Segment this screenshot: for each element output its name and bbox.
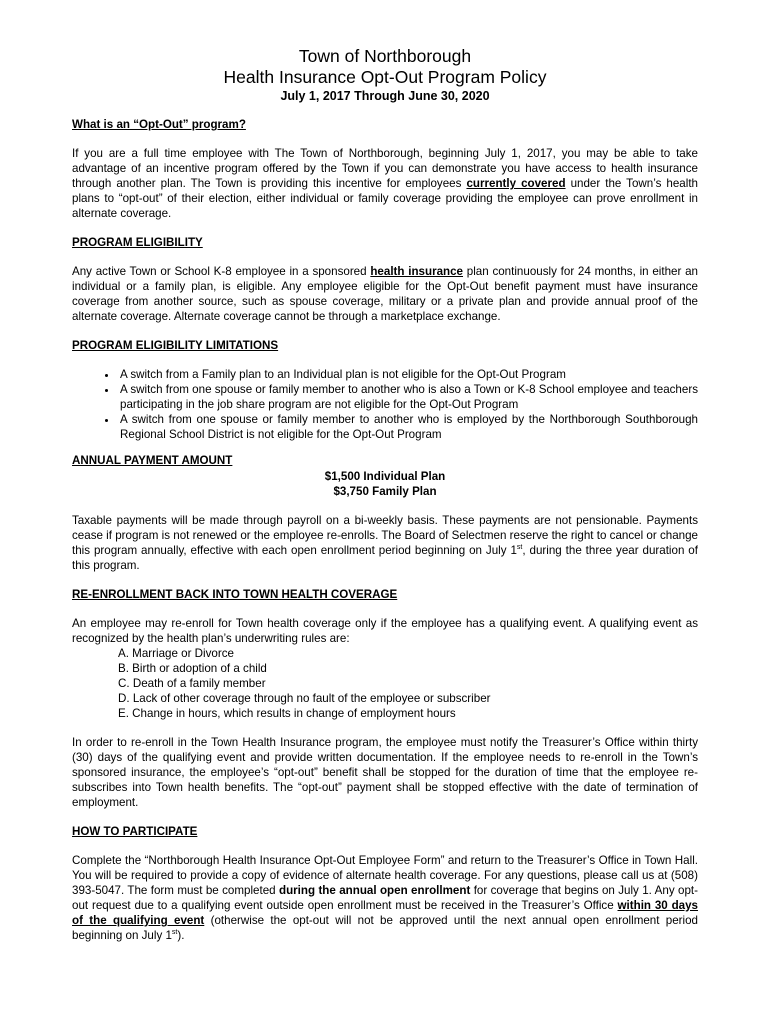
participate-paragraph: Complete the “Northborough Health Insurance Opt-Out Employee Form” and return to the Treasurer’s Office in Town Hall. You will be required to provide a copy of evidence of alternate health coverage. For any questions, please call us at (508) 393-5047. The form must be completed during the annual open enrollment for coverage that begins on July 1. Any opt-out request due to a qualifying event outside open enrollment must be received in the Treasurer’s Office within 30 days of the qualifying event (otherwise the opt-out will not be approved until the next annual open enrollment period beginning on July 1st). <box>72 854 699 942</box>
payment-paragraph: Taxable payments will be made through payroll on a bi-weekly basis. These payments are not pensionable. Payments cease if program is not renewed or the employee re-enrolls. The Board of Selectmen reserve the right to cancel or change this program annually, effective with each open enrollment period beginning on July 1st, during the three year duration of this program. <box>72 514 698 572</box>
list-item: C. Death of a family member <box>118 677 266 690</box>
qualifying-events-list <box>72 646 698 721</box>
individual-amount: $1,500 Individual Plan <box>324 470 446 483</box>
section-heading-payment: ANNUAL PAYMENT AMOUNT <box>72 454 233 467</box>
list-item: A. Marriage or Divorce <box>118 647 234 660</box>
list-item: • A switch from one spouse or family member to another who is employed by the Northborough Southborough Regional School District is not eligible for the Opt-Out Program <box>118 412 698 442</box>
list-item: • A switch from one spouse or family member to another who is also a Town or K-8 School employee and teachers participating in the job share program are not eligible for the Opt-Out Program <box>118 382 698 412</box>
section-heading-participate: HOW TO PARTICIPATE <box>72 825 198 838</box>
family-amount: $3,750 Family Plan <box>333 485 437 498</box>
section-heading-eligibility: PROGRAM ELIGIBILITY <box>72 236 203 249</box>
section-heading-reenroll: RE-ENROLLMENT BACK INTO TOWN HEALTH COVERAGE <box>72 588 398 601</box>
list-item: D. Lack of other coverage through no fault of the employee or subscriber <box>118 692 491 705</box>
list-item: • A switch from a Family plan to an Individual plan is not eligible for the Opt-Out Program <box>118 367 698 382</box>
document-dates: July 1, 2017 Through June 30, 2020 <box>280 89 490 103</box>
what-is-paragraph: If you are a full time employee with The Town of Northborough, beginning July 1, 2017, you may be able to take advantage of an incentive program offered by the Town if you can demonstrate you have access to health insurance through another plan. The Town is providing this incentive for employees currently covered under the Town’s health plans to “opt-out” of their election, either individual or family coverage providing the employee can prove enrollment in alternate coverage. <box>72 147 698 220</box>
payment-amounts <box>72 469 698 499</box>
list-item: E. Change in hours, which results in change of employment hours <box>118 707 456 720</box>
reenroll-paragraph: In order to re-enroll in the Town Health Insurance program, the employee must notify the Treasurer’s Office within thirty (30) days of the qualifying event and provide written documentation. If the employee needs to re-enroll in the Town’s sponsored insurance, the employee’s “opt-out” benefit shall be stopped for the duration of time that the employee re-subscribes into Town health benefits. The “opt-out” payment shall be stopped effective with the date of termination of employment. <box>72 736 698 809</box>
list-item: B. Birth or adoption of a child <box>118 662 267 675</box>
eligibility-paragraph: Any active Town or School K-8 employee in a sponsored health insurance plan continuously for 24 months, in either an individual or a family plan, is eligible. Any employee eligible for the Opt-Out benefit payment must have insurance coverage from another source, such as spouse coverage, military or a private plan and provide annual proof of the alternate coverage. Alternate coverage cannot be through a marketplace exchange. <box>72 265 698 323</box>
reenroll-intro: An employee may re-enroll for Town health coverage only if the employee has a qualifying event. A qualifying event as recognized by the health plan’s underwriting rules are: <box>72 617 698 645</box>
document-title: Health Insurance Opt-Out Program Policy <box>223 67 547 87</box>
section-heading-limitations: PROGRAM ELIGIBILITY LIMITATIONS <box>72 339 279 352</box>
section-heading-what-is: What is an “Opt-Out” program? <box>72 118 246 131</box>
limitations-list <box>72 367 698 442</box>
org-name: Town of Northborough <box>298 46 472 66</box>
